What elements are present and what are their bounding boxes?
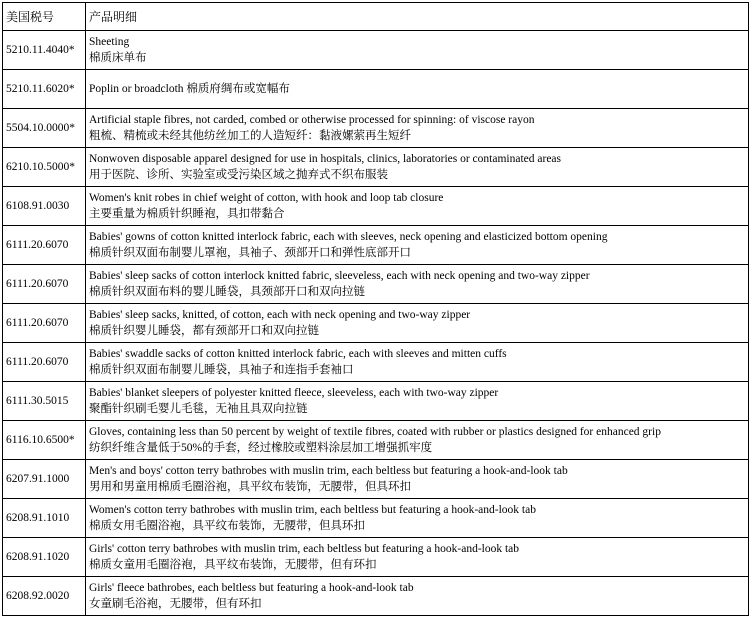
table-row <box>3 148 749 187</box>
product-english-text: Babies' blanket sleepers of polyester knitted fleece, sleeveless, each with two-way zipper <box>89 387 499 399</box>
product-english-text: Women's cotton terry bathrobes with muslin trim, each beltless but featuring a hook-and-look tab <box>89 504 536 516</box>
product-details-cell <box>86 499 749 538</box>
product-chinese-text: 主要重量为棉质针织睡袍，具扣带黏合 <box>89 208 285 220</box>
table-row <box>3 421 749 460</box>
product-details-cell <box>86 187 749 226</box>
product-details-cell <box>86 148 749 187</box>
product-details-cell <box>86 460 749 499</box>
tariff-code-cell: 5210.11.6020* <box>3 70 86 109</box>
product-chinese-text: 棉质针织双面布制婴儿睡袋，具袖子和连指手套袖口 <box>89 364 354 376</box>
product-english-text: Nonwoven disposable apparel designed for use in hospitals, clinics, laboratories or contaminated areas <box>89 153 561 165</box>
table-row <box>3 577 749 616</box>
product-details-cell <box>86 70 749 109</box>
product-chinese-text: 纺织纤维含量低于50%的手套，经过橡胶或塑料涂层加工增强抓牢度 <box>89 442 433 454</box>
product-details-cell <box>86 304 749 343</box>
product-english-text: Babies' swaddle sacks of cotton knitted interlock fabric, each with sleeves and mitten cuffs <box>89 348 507 360</box>
product-details-cell <box>86 31 749 70</box>
product-english-text: Sheeting <box>89 36 130 48</box>
table-row <box>3 538 749 577</box>
product-chinese-text: 棉质女童用毛圈浴袍，具平纹布装饰，无腰带，但有环扣 <box>89 559 377 571</box>
product-english-text: Poplin or broadcloth 棉质府绸布或宽幅布 <box>89 83 290 95</box>
tariff-code-cell: 6108.91.0030 <box>3 187 86 226</box>
product-details-cell <box>86 265 749 304</box>
table-row <box>3 70 749 109</box>
tariff-code-cell: 6111.20.6070 <box>3 343 86 382</box>
product-chinese-text: 用于医院、诊所、实验室或受污染区域之抛弃式不织布服装 <box>89 169 388 181</box>
product-english-text: Men's and boys' cotton terry bathrobes with muslin trim, each beltless but featuring a hook-and-look tab <box>89 465 568 477</box>
tariff-code-cell: 6111.20.6070 <box>3 265 86 304</box>
table-row <box>3 382 749 421</box>
product-chinese-text: 棉质针织双面布制婴儿罩袍，具袖子、颈部开口和弹性底部开口 <box>89 247 411 259</box>
tariff-code-cell: 6111.20.6070 <box>3 226 86 265</box>
tariff-code-cell: 5504.10.0000* <box>3 109 86 148</box>
table-row <box>3 265 749 304</box>
product-english-text: Babies' sleep sacks, knitted, of cotton, each with neck opening and two-way zipper <box>89 309 471 321</box>
tariff-code-cell: 6207.91.1000 <box>3 460 86 499</box>
table-row <box>3 460 749 499</box>
tariff-code-cell: 5210.11.4040* <box>3 31 86 70</box>
product-chinese-text: 棉质针织双面布料的婴儿睡袋，具颈部开口和双向拉链 <box>89 286 365 298</box>
product-chinese-text: 男用和男童用棉质毛圈浴袍，具平纹布装饰，无腰带，但具环扣 <box>89 481 411 493</box>
product-details-cell <box>86 577 749 616</box>
tariff-code-cell: 6111.20.6070 <box>3 304 86 343</box>
product-english-text: Babies' gowns of cotton knitted interlock fabric, each with sleeves, neck opening and elasticized bottom opening <box>89 231 608 243</box>
product-details-cell <box>86 421 749 460</box>
table-row <box>3 31 749 70</box>
tariff-table <box>2 2 749 616</box>
product-details-cell <box>86 226 749 265</box>
product-english-text: Girls' cotton terry bathrobes with muslin trim, each beltless but featuring a hook-and-look tab <box>89 543 520 555</box>
product-details-cell <box>86 109 749 148</box>
product-chinese-text: 聚酯针织刷毛婴儿毛毯，无袖且具双向拉链 <box>89 403 308 415</box>
table-row <box>3 226 749 265</box>
product-chinese-text: 棉质床单布 <box>89 52 147 64</box>
product-details-cell <box>86 382 749 421</box>
table-row <box>3 304 749 343</box>
table-row <box>3 343 749 382</box>
product-english-text: Women's knit robes in chief weight of cotton, with hook and loop tab closure <box>89 192 444 204</box>
header-product-details: 产品明细 <box>86 3 749 31</box>
tariff-code-cell: 6111.30.5015 <box>3 382 86 421</box>
tariff-code-cell: 6208.91.1020 <box>3 538 86 577</box>
product-english-text: Babies' sleep sacks of cotton interlock knitted fabric, sleeveless, each with neck opening and two-way zipper <box>89 270 590 282</box>
product-chinese-text: 女童刷毛浴袍，无腰带，但有环扣 <box>89 598 262 610</box>
header-row <box>3 3 749 31</box>
table-body <box>3 31 749 616</box>
product-english-text: Artificial staple fibres, not carded, combed or otherwise processed for spinning: of viscose rayon <box>89 114 535 126</box>
table-header <box>3 3 749 31</box>
product-details-cell <box>86 538 749 577</box>
tariff-code-cell: 6116.10.6500* <box>3 421 86 460</box>
header-tariff-code: 美国税号 <box>3 3 86 31</box>
tariff-code-cell: 6208.91.1010 <box>3 499 86 538</box>
tariff-code-cell: 6208.92.0020 <box>3 577 86 616</box>
product-chinese-text: 棉质女用毛圈浴袍，具平纹布装饰，无腰带，但具环扣 <box>89 520 365 532</box>
tariff-table-container <box>2 2 749 616</box>
product-chinese-text: 棉质针织婴儿睡袋，都有颈部开口和双向拉链 <box>89 325 319 337</box>
product-chinese-text: 粗梳、精梳或未经其他纺丝加工的人造短纤：黏液嫘萦再生短纤 <box>89 130 411 142</box>
product-details-cell <box>86 343 749 382</box>
table-row <box>3 109 749 148</box>
product-english-text: Girls' fleece bathrobes, each beltless but featuring a hook-and-look tab <box>89 582 414 594</box>
tariff-code-cell: 6210.10.5000* <box>3 148 86 187</box>
product-english-text: Gloves, containing less than 50 percent by weight of textile fibres, coated with rubber or plastics designed for enhanced grip <box>89 426 661 438</box>
table-row <box>3 499 749 538</box>
table-row <box>3 187 749 226</box>
